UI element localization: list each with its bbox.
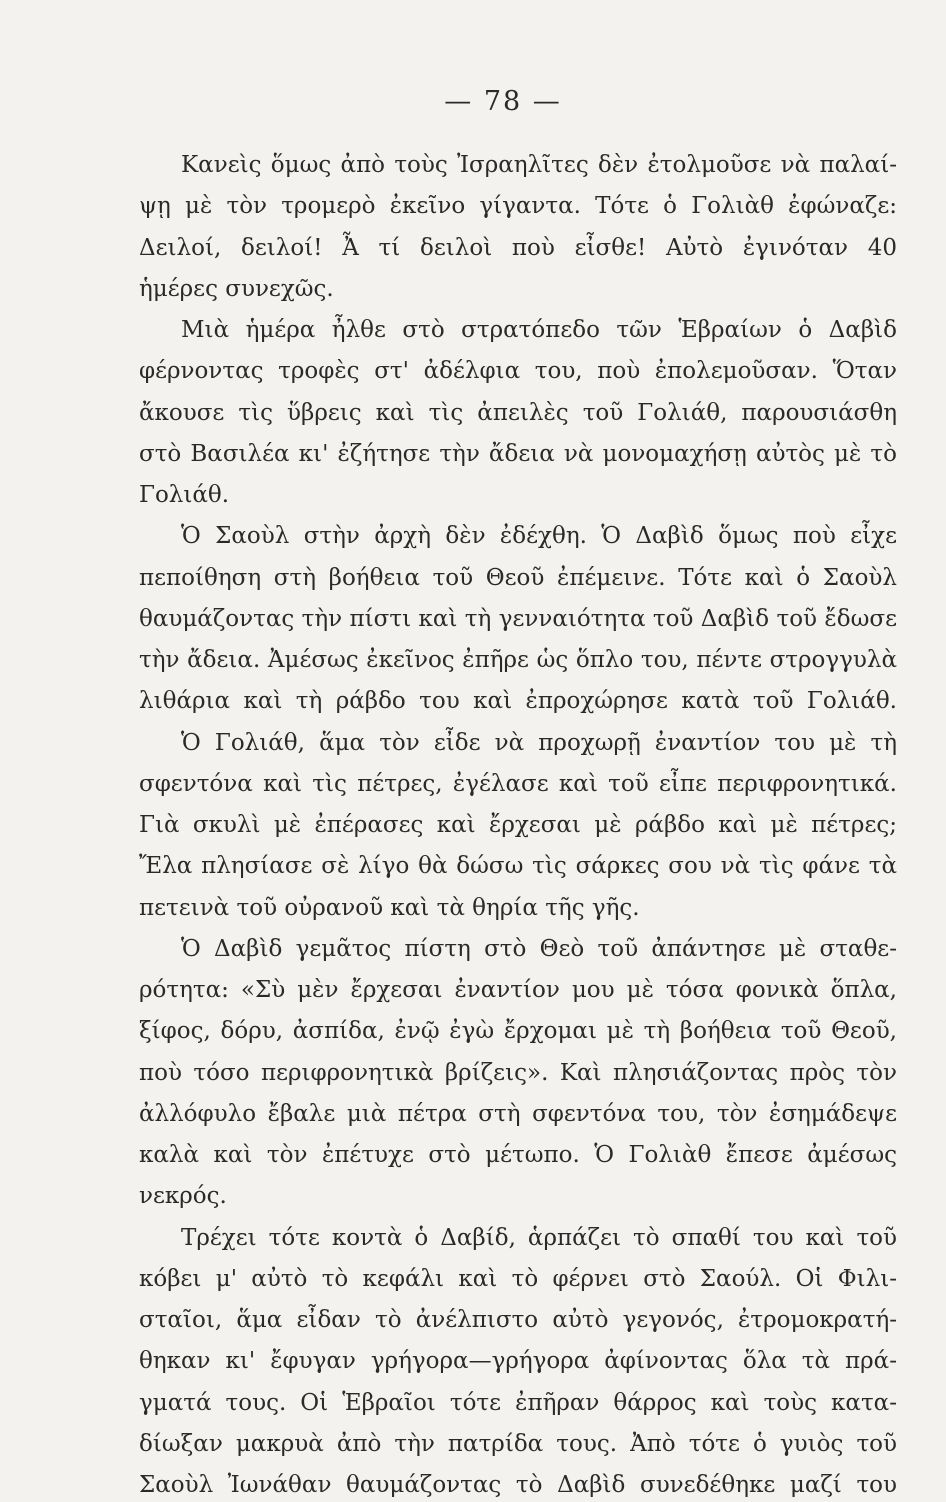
text-line: ἄκουσε τὶς ὕβρεις καὶ τὶς ἀπειλὲς τοῦ Γολιάθ, παρουσιάσθη (139, 400, 897, 426)
text-line: ποὺ τόσο περιφρονητικὰ βρίζεις». Καὶ πλησιάζοντας πρὸς τὸν (139, 1060, 897, 1086)
text-line: κόβει μ' αὐτὸ τὸ κεφάλι καὶ τὸ φέρνει στὸ Σαούλ. Οἱ Φιλι- (139, 1266, 897, 1292)
text-line: γματά τους. Οἱ Ἑβραῖοι τότε ἐπῆραν θάρρος καὶ τοὺς κατα- (139, 1390, 897, 1416)
text-line: Ὁ Δαβὶδ γεμᾶτος πίστη στὸ Θεὸ τοῦ ἀπάντησε μὲ σταθε- (181, 936, 897, 962)
text-line: Τρέχει τότε κοντὰ ὁ Δαβίδ, ἁρπάζει τὸ σπαθί του καὶ τοῦ (181, 1225, 897, 1251)
text-line: πετεινὰ τοῦ οὐρανοῦ καὶ τὰ θηρία τῆς γῆς. (139, 895, 640, 921)
text-line: ρότητα: «Σὺ μὲν ἔρχεσαι ἐναντίον μου μὲ τόσα φονικὰ ὅπλα, (139, 977, 897, 1003)
text-line: ψῃ μὲ τὸν τρομερὸ ἐκεῖνο γίγαντα. Τότε ὁ Γολιὰθ ἐφώναζε: (139, 193, 897, 219)
text-line: λιθάρια καὶ τὴ ράβδο του καὶ ἐπροχώρησε κατὰ τοῦ Γολιάθ. (139, 688, 897, 714)
text-line: ἡμέρες συνεχῶς. (139, 276, 334, 302)
text-line: Ὁ Σαοὺλ στὴν ἀρχὴ δὲν ἐδέχθη. Ὁ Δαβὶδ ὅμως ποὺ εἶχε (181, 523, 897, 549)
text-line: φέρνοντας τροφὲς στ' ἀδέλφια του, ποὺ ἐπολεμοῦσαν. Ὅταν (139, 358, 897, 384)
text-line: Κανεὶς ὅμως ἀπὸ τοὺς Ἰσραηλῖτες δὲν ἐτολμοῦσε νὰ παλαί- (181, 152, 897, 178)
text-line: Δειλοί, δειλοί! Ἆ τί δειλοὶ ποὺ εἶσθε! Αὐτὸ ἐγινόταν 40 (139, 235, 897, 261)
text-line: Μιὰ ἡμέρα ἦλθε στὸ στρατόπεδο τῶν Ἑβραίων ὁ Δαβὶδ (181, 317, 897, 343)
text-line: Ἔλα πλησίασε σὲ λίγο θὰ δώσω τὶς σάρκες σου νὰ τὶς φάνε τὰ (139, 853, 897, 879)
text-line: πεποίθηση στὴ βοήθεια τοῦ Θεοῦ ἐπέμεινε. Τότε καὶ ὁ Σαοὺλ (139, 565, 897, 591)
text-line: Γολιάθ. (139, 482, 230, 508)
text-line: σφεντόνα καὶ τὶς πέτρες, ἐγέλασε καὶ τοῦ εἶπε περιφρονητικά. (139, 771, 897, 797)
text-line: ξίφος, δόρυ, ἀσπίδα, ἐνῷ ἐγὼ ἔρχομαι μὲ τὴ βοήθεια τοῦ Θεοῦ, (139, 1018, 897, 1044)
text-line: τὴν ἄδεια. Ἀμέσως ἐκεῖνος ἐπῆρε ὡς ὅπλο του, πέντε στρογγυλὰ (139, 647, 897, 673)
text-line: ἀλλόφυλο ἔβαλε μιὰ πέτρα στὴ σφεντόνα του, τὸν ἐσημάδεψε (139, 1101, 897, 1127)
page-number: — 78 — (444, 86, 562, 117)
text-line: Γιὰ σκυλὶ μὲ ἐπέρασες καὶ ἔρχεσαι μὲ ράβδο καὶ μὲ πέτρες; (139, 812, 897, 838)
text-line: νεκρός. (139, 1183, 227, 1209)
text-line: θηκαν κι' ἔφυγαν γρήγορα—γρήγορα ἀφίνοντας ὅλα τὰ πρά- (139, 1348, 897, 1374)
text-line: Ὁ Γολιάθ, ἅμα τὸν εἶδε νὰ προχωρῇ ἐναντίον του μὲ τὴ (181, 730, 897, 756)
text-line: καλὰ καὶ τὸν ἐπέτυχε στὸ μέτωπο. Ὁ Γολιὰθ ἔπεσε ἀμέσως (139, 1142, 897, 1168)
text-line: Σαοὺλ Ἰωνάθαν θαυμάζοντας τὸ Δαβὶδ συνεδέθηκε μαζί του (139, 1472, 897, 1498)
text-line: στὸ Βασιλέα κι' ἐζήτησε τὴν ἄδεια νὰ μονομαχήσῃ αὐτὸς μὲ τὸ (139, 441, 897, 467)
text-line: δίωξαν μακρυὰ ἀπὸ τὴν πατρίδα τους. Ἀπὸ τότε ὁ γυιὸς τοῦ (139, 1431, 897, 1457)
text-line: σταῖοι, ἅμα εἶδαν τὸ ἀνέλπιστο αὐτὸ γεγονός, ἐτρομοκρατή- (139, 1307, 897, 1333)
text-line: θαυμάζοντας τὴν πίστι καὶ τὴ γενναιότητα τοῦ Δαβὶδ τοῦ ἔδωσε (139, 606, 897, 632)
